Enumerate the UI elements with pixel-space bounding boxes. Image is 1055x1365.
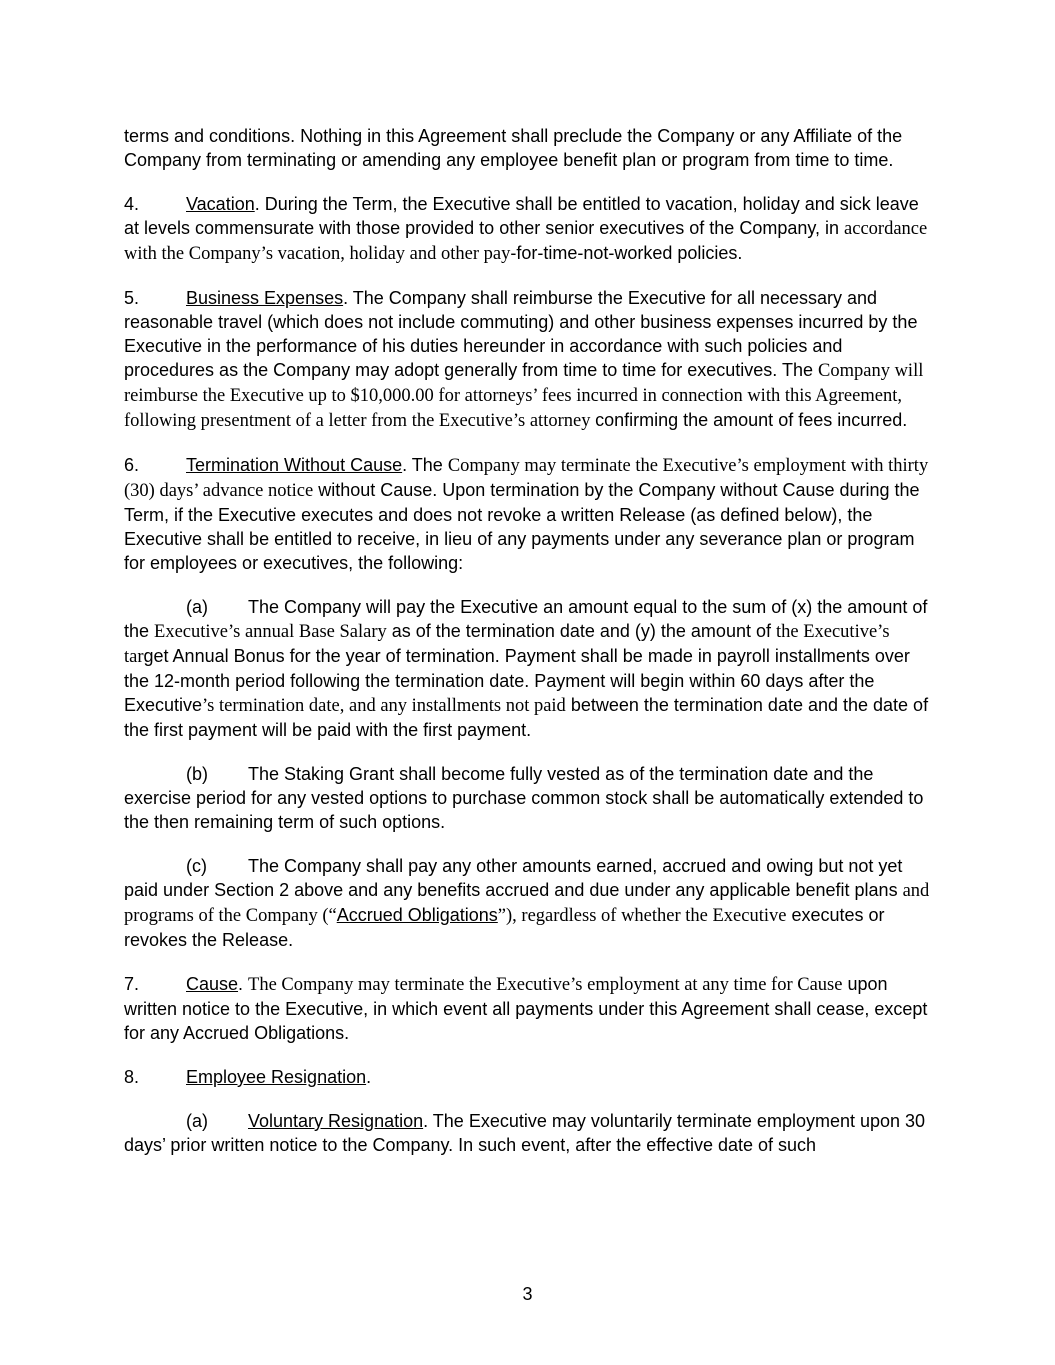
section-number: 4.: [124, 194, 140, 214]
section-8-employee-resignation: 8. Employee Resignation.: [124, 1067, 372, 1087]
subsection-8a: (a) Voluntary Resignation. The Executive may voluntarily terminate employment upon 30 days’ prior written notice to the Company. In such event, after the effective date of such: [124, 1111, 926, 1155]
section-number: 6.: [124, 455, 140, 475]
section-number: 5.: [124, 288, 140, 308]
defined-term: Accrued Obligations: [336, 905, 498, 925]
section-number: 8.: [124, 1067, 140, 1087]
subsection-heading: Voluntary Resignation: [248, 1111, 424, 1131]
intro-text: terms and conditions. Nothing in this Agreement shall preclude the Company or any Affiliate of the Company from terminating or amending any employee benefit plan or program from time to time.: [124, 126, 903, 170]
page-number: 3: [522, 1284, 533, 1304]
section-4-vacation: 4. Vacation. During the Term, the Executive shall be entitled to vacation, holiday and sick leave at levels commensurate with those provided to other senior executives of the Company, in accordance with the Company’s vacation, holiday and other pay-for-time-not-worked policies.: [124, 194, 928, 264]
subsection-label: (c): [186, 856, 207, 876]
subsection-6a: (a) The Company will pay the Executive an amount equal to the sum of (x) the amount of the Executive’s annual Base Salary as of the termination date and (y) the amount of the Executive’s target Annual Bonus for the year of termination. Payment shall be made in payroll installments over the 12-month period following the termination date. Payment will begin within 60 days after the Executive’s termination date, and any installments not paid between the termination date and the date of the first payment will be paid with the first payment.: [124, 597, 929, 740]
subsection-label: (a): [186, 1111, 208, 1131]
section-number: 7.: [124, 974, 140, 994]
subsection-label: (b): [186, 764, 208, 784]
subsection-6b: (b) The Staking Grant shall become fully vested as of the termination date and the exercise period for any vested options to purchase common stock shall be automatically extended to the then remaining term of such options.: [124, 764, 924, 832]
intro-paragraph: [124, 124, 934, 172]
section-6-termination-without-cause: 6. Termination Without Cause. The Company may terminate the Executive’s employment with thirty (30) days’ advance notice without Cause. Upon termination by the Company without Cause during the Term, if the Executive executes and does not revoke a written Release (as defined below), the Executive shall be entitled to receive, in lieu of any payments under any severance plan or program for employees or executives, the following:: [124, 455, 929, 573]
subsection-6c: (c) The Company shall pay any other amounts earned, accrued and owing but not yet paid under Section 2 above and any benefits accrued and due under any applicable benefit plans and programs of the Company (“Accrued Obligations”), regardless of whether the Executive executes or revokes the Release.: [124, 856, 930, 950]
section-heading: Employee Resignation: [186, 1067, 367, 1087]
subsection-label: (a): [186, 597, 208, 617]
section-heading: Vacation: [186, 194, 255, 214]
section-heading: Cause: [186, 974, 239, 994]
section-heading: Termination Without Cause: [186, 455, 403, 475]
section-heading: Business Expenses: [186, 288, 344, 308]
document-page: [124, 124, 934, 1177]
section-5-business-expenses: 5. Business Expenses. The Company shall reimburse the Executive for all necessary and reasonable travel (which does not include commuting) and other business expenses incurred by the Executive in the performance of his duties hereunder in accordance with such policies and procedures as the Company may adopt generally from time to time for executives. The Company will reimburse the Executive up to $10,000.00 for attorneys’ fees incurred in connection with this Agreement, following presentment of a letter from the Executive’s attorney confirming the amount of fees incurred.: [124, 288, 924, 431]
section-7-cause: 7. Cause. The Company may terminate the Executive’s employment at any time for Cause upon written notice to the Executive, in which event all payments under this Agreement shall cease, except for any Accrued Obligations.: [124, 974, 928, 1043]
